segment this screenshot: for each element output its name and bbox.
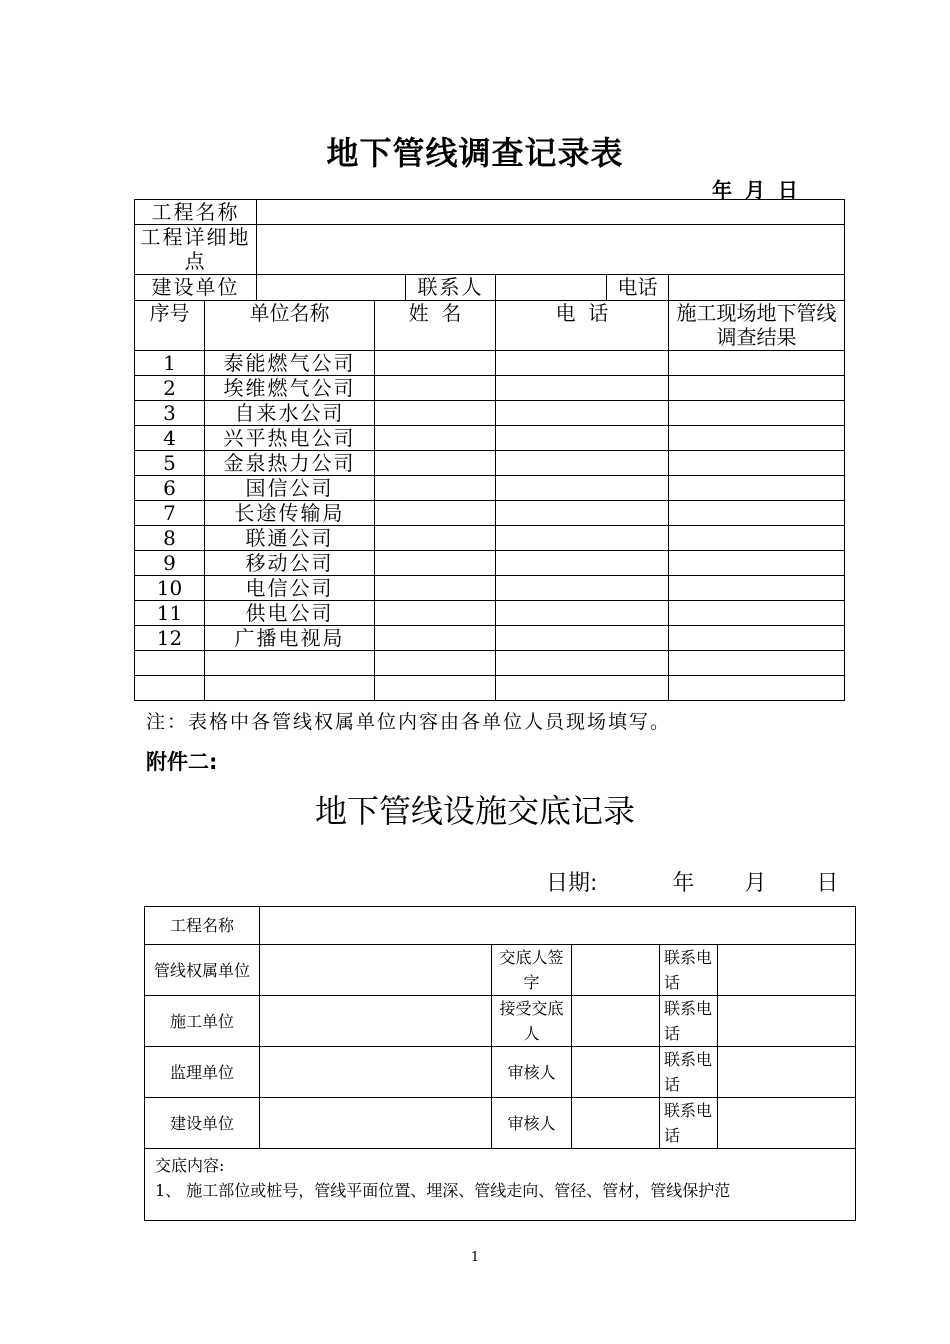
table-row [135,351,845,376]
builder-field[interactable] [257,275,406,301]
project-address-field[interactable] [257,225,845,275]
receiver-field[interactable] [572,996,660,1047]
row-unit: 国信公司 [205,476,375,501]
project-name-label: 工程名称 [135,200,257,225]
row-result-field[interactable] [669,576,845,601]
builder-label: 建设单位 [135,275,257,301]
contact-phone-field-2[interactable] [718,996,856,1047]
row-unit: 金泉热力公司 [205,451,375,476]
row-no: 3 [135,401,205,426]
handover-date: 日期: 年 月 日 [546,871,839,896]
row-no: 1 [135,351,205,376]
contact-phone-label-2: 联系电话 [660,996,718,1047]
row-result-field[interactable] [669,676,845,701]
reviewer-field-2[interactable] [572,1098,660,1149]
col-header-result: 施工现场地下管线调查结果 [669,301,845,351]
table-row [135,426,845,451]
table-row [135,676,845,701]
table-row [135,551,845,576]
col-header-phone: 电 话 [496,301,669,351]
row-phone-field[interactable] [496,351,669,376]
row-person-field[interactable] [375,626,496,651]
row-person-field[interactable] [375,526,496,551]
row-person-field[interactable] [375,351,496,376]
col-header-no: 序号 [135,301,205,351]
row-no: 6 [135,476,205,501]
row-unit: 移动公司 [205,551,375,576]
construction-unit-label: 施工单位 [145,996,260,1047]
phone-label: 电话 [607,275,669,301]
table-row [135,601,845,626]
row-phone-field[interactable] [496,626,669,651]
handover-content-item-1: 1、 施工部位或桩号，管线平面位置、埋深、管线走向、管径、管材，管线保护范 [155,1181,731,1200]
row-no: 8 [135,526,205,551]
contact-phone-field-1[interactable] [718,945,856,996]
row-person-field[interactable] [375,501,496,526]
row-no: 12 [135,626,205,651]
builder-unit-field[interactable] [260,1098,492,1149]
row-phone-field[interactable] [496,426,669,451]
row-person-field[interactable] [375,601,496,626]
row-result-field[interactable] [669,476,845,501]
row-person-field[interactable] [375,401,496,426]
contact-field[interactable] [496,275,607,301]
project-name-field[interactable] [257,200,845,225]
survey-table [134,199,845,701]
row-person-field[interactable] [375,376,496,401]
reviewer-field-1[interactable] [572,1047,660,1098]
table-row [135,651,845,676]
row-result-field[interactable] [669,401,845,426]
contact-phone-field-3[interactable] [718,1047,856,1098]
handover-sign-label: 交底人签字 [492,945,572,996]
row-phone-field[interactable] [496,376,669,401]
row-result-field[interactable] [669,376,845,401]
row-unit: 联通公司 [205,526,375,551]
row-phone-field[interactable] [496,601,669,626]
project-address-label: 工程详细地点 [135,225,257,275]
row-no [135,676,205,701]
row-no: 5 [135,451,205,476]
row-person-field[interactable] [375,676,496,701]
row-result-field[interactable] [669,526,845,551]
row-result-field[interactable] [669,626,845,651]
row-unit: 埃维燃气公司 [205,376,375,401]
row-phone-field[interactable] [496,526,669,551]
row-no: 2 [135,376,205,401]
row-phone-field[interactable] [496,401,669,426]
row-phone-field[interactable] [496,551,669,576]
reviewer-label-2: 审核人 [492,1098,572,1149]
handover-project-name-label: 工程名称 [145,907,260,945]
builder-unit-label: 建设单位 [145,1098,260,1149]
col-header-unit: 单位名称 [205,301,375,351]
contact-phone-label-4: 联系电话 [660,1098,718,1149]
survey-note: 注：表格中各管线权属单位内容由各单位人员现场填写。 [146,711,672,733]
handover-sign-field[interactable] [572,945,660,996]
receiver-label: 接受交底人 [492,996,572,1047]
row-unit: 广播电视局 [205,626,375,651]
row-unit: 供电公司 [205,601,375,626]
row-phone-field[interactable] [496,651,669,676]
handover-content-label: 交底内容: [155,1156,225,1175]
handover-content[interactable] [145,1149,856,1221]
row-person-field[interactable] [375,476,496,501]
table-row [135,576,845,601]
row-phone-field[interactable] [496,576,669,601]
row-result-field[interactable] [669,651,845,676]
row-no [135,651,205,676]
table-row [135,501,845,526]
row-unit: 自来水公司 [205,401,375,426]
phone-field[interactable] [669,275,845,301]
handover-title: 地下管线设施交底记录 [314,792,635,830]
reviewer-label-1: 审核人 [492,1047,572,1098]
row-no: 7 [135,501,205,526]
row-unit: 泰能燃气公司 [205,351,375,376]
contact-phone-label-1: 联系电话 [660,945,718,996]
row-phone-field[interactable] [496,501,669,526]
table-row [135,376,845,401]
construction-unit-field[interactable] [260,996,492,1047]
row-no: 4 [135,426,205,451]
row-result-field[interactable] [669,351,845,376]
row-result-field[interactable] [669,451,845,476]
row-result-field[interactable] [669,501,845,526]
supervision-unit-field[interactable] [260,1047,492,1098]
row-phone-field[interactable] [496,676,669,701]
contact-phone-label-3: 联系电话 [660,1047,718,1098]
row-person-field[interactable] [375,451,496,476]
owner-unit-field[interactable] [260,945,492,996]
table-row [135,526,845,551]
row-unit: 电信公司 [205,576,375,601]
table-row [135,476,845,501]
row-person-field[interactable] [375,651,496,676]
survey-date: 年 月 日 [712,178,798,202]
table-row [135,401,845,426]
handover-project-name-field[interactable] [260,907,856,945]
row-person-field[interactable] [375,551,496,576]
owner-unit-label: 管线权属单位 [145,945,260,996]
row-person-field[interactable] [375,426,496,451]
supervision-unit-label: 监理单位 [145,1047,260,1098]
row-no: 10 [135,576,205,601]
survey-rows [135,351,845,701]
contact-phone-field-4[interactable] [718,1098,856,1149]
col-header-name: 姓 名 [375,301,496,351]
attachment-label: 附件二: [146,750,218,774]
survey-title: 地下管线调查记录表 [326,134,624,172]
row-unit [205,651,375,676]
table-row [135,451,845,476]
row-phone-field[interactable] [496,476,669,501]
row-phone-field[interactable] [496,451,669,476]
row-unit [205,676,375,701]
handover-table [144,906,856,1221]
row-result-field[interactable] [669,601,845,626]
row-unit: 长途传输局 [205,501,375,526]
page-number: 1 [470,1250,480,1265]
row-no: 9 [135,551,205,576]
row-unit: 兴平热电公司 [205,426,375,451]
row-result-field[interactable] [669,426,845,451]
table-row [135,626,845,651]
contact-label: 联系人 [406,275,496,301]
row-no: 11 [135,601,205,626]
row-result-field[interactable] [669,551,845,576]
row-person-field[interactable] [375,576,496,601]
